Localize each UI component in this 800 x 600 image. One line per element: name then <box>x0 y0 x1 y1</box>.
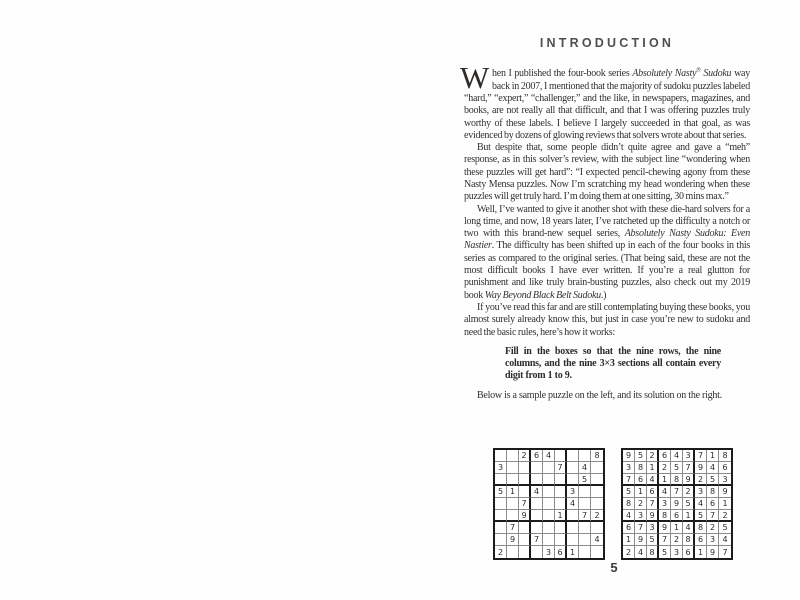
sudoku-cell <box>567 450 579 462</box>
sudoku-cell: 3 <box>543 546 555 558</box>
sudoku-cell: 4 <box>635 546 647 558</box>
sudoku-cell <box>591 522 603 534</box>
sudoku-cell: 1 <box>623 534 635 546</box>
sudoku-cell: 6 <box>647 486 659 498</box>
sudoku-cell: 5 <box>719 522 731 534</box>
sudoku-cell: 6 <box>555 546 567 558</box>
intro-paragraph-2 <box>464 142 750 203</box>
sudoku-cell: 1 <box>707 450 719 462</box>
sudoku-cell: 8 <box>659 510 671 522</box>
sudoku-cell <box>531 522 543 534</box>
sudoku-cell <box>543 510 555 522</box>
sudoku-cell: 4 <box>695 498 707 510</box>
sudoku-cell: 5 <box>495 486 507 498</box>
sudoku-cell <box>579 486 591 498</box>
sudoku-cell: 4 <box>719 534 731 546</box>
sudoku-cell: 4 <box>647 474 659 486</box>
sudoku-cell <box>507 474 519 486</box>
sudoku-cell: 7 <box>635 522 647 534</box>
sudoku-cell <box>507 462 519 474</box>
sudoku-cell <box>519 534 531 546</box>
sudoku-cell: 6 <box>719 462 731 474</box>
sudoku-cell: 7 <box>555 462 567 474</box>
sudoku-cell: 2 <box>719 510 731 522</box>
sudoku-cell <box>591 462 603 474</box>
sudoku-cell <box>507 450 519 462</box>
text-segment: ® <box>696 68 701 74</box>
sudoku-cell: 5 <box>671 462 683 474</box>
sudoku-cell: 7 <box>579 510 591 522</box>
sudoku-cell: 6 <box>623 522 635 534</box>
intro-paragraph-1 <box>460 60 750 142</box>
sudoku-cell: 4 <box>707 462 719 474</box>
sudoku-cell <box>543 474 555 486</box>
sudoku-rules-text: Fill in the boxes so that the nine rows, the nine columns, and the nine 3×3 sections all contain every digit from 1 to 9. <box>505 345 721 382</box>
sudoku-cell: 3 <box>567 486 579 498</box>
text-segment: If you’ve read this far and are still contemplating buying these books, you almost surely already know this, but just in case you’re new to sudoku and need the basic rules, here’s how it works: <box>464 301 750 338</box>
sudoku-cell: 7 <box>683 462 695 474</box>
sudoku-cell <box>531 462 543 474</box>
sudoku-cell <box>567 462 579 474</box>
sudoku-cell <box>519 546 531 558</box>
sudoku-cell: 5 <box>683 498 695 510</box>
sudoku-cell: 8 <box>695 522 707 534</box>
text-segment: But despite that, some people didn’t quite agree and gave a “meh” response, as in this solver’s review, with the subject line “wondering when these puzzles will get hard”: “I expected pencil-chewing agony from these Nasty Mensa puzzles. Now I’m scratching my head wondering when these puzzles will get truly hard. I’m doing them at one sitting, 30 mins max.” <box>464 142 750 203</box>
sudoku-cell <box>555 474 567 486</box>
sudoku-cell <box>507 510 519 522</box>
sudoku-cell <box>495 510 507 522</box>
sudoku-cell: 5 <box>707 474 719 486</box>
sudoku-cell: 2 <box>659 462 671 474</box>
sudoku-cell: 3 <box>707 534 719 546</box>
puzzle-grid <box>493 448 605 560</box>
sudoku-cell: 6 <box>695 534 707 546</box>
sudoku-cell <box>519 522 531 534</box>
page-title: INTRODUCTION <box>539 36 675 50</box>
sudoku-cell: 7 <box>531 534 543 546</box>
sudoku-cell: 1 <box>683 510 695 522</box>
sudoku-cell: 2 <box>623 546 635 558</box>
sudoku-cell: 5 <box>623 486 635 498</box>
sudoku-cell: 3 <box>671 546 683 558</box>
sudoku-cell: 3 <box>659 498 671 510</box>
sudoku-cell: 9 <box>519 510 531 522</box>
sudoku-cell: 9 <box>719 486 731 498</box>
sudoku-cell <box>519 462 531 474</box>
sudoku-cell: 6 <box>531 450 543 462</box>
sudoku-cell: 7 <box>659 534 671 546</box>
sudoku-cell: 4 <box>567 498 579 510</box>
sudoku-cell <box>579 546 591 558</box>
sudoku-cell: 6 <box>659 450 671 462</box>
sudoku-cell: 8 <box>591 450 603 462</box>
sudoku-cell <box>543 462 555 474</box>
sudoku-cell <box>591 498 603 510</box>
sudoku-cell: 1 <box>719 498 731 510</box>
sudoku-cell: 3 <box>719 474 731 486</box>
sudoku-cell: 6 <box>683 546 695 558</box>
sudoku-cell <box>543 522 555 534</box>
sudoku-cell: 7 <box>519 498 531 510</box>
sudoku-cell <box>495 522 507 534</box>
sudoku-cell <box>555 534 567 546</box>
sudoku-cell: 9 <box>707 546 719 558</box>
grids-caption: Below is a sample puzzle on the left, and its solution on the right. <box>477 389 722 401</box>
sudoku-cell <box>555 498 567 510</box>
sudoku-cell <box>555 522 567 534</box>
sudoku-cell: 8 <box>719 450 731 462</box>
sudoku-cell: 3 <box>695 486 707 498</box>
sudoku-cell <box>531 498 543 510</box>
sudoku-cell: 8 <box>683 534 695 546</box>
sudoku-cell: 2 <box>495 546 507 558</box>
sudoku-cell: 4 <box>623 510 635 522</box>
sudoku-cell: 4 <box>683 522 695 534</box>
text-segment: way back in 2007, I mentioned that the majority of sudoku puzzles labeled “hard,” “expert,” “challenger,” and the like, in newspapers, magazines, and books, are not really all that difficult, and that I was offering puzzles truly worthy of these labels. I believe I largely succeeded in that goal, as was evidenced by dozens of glowing reviews that solvers wrote about that series. <box>464 68 750 141</box>
sudoku-cell: 8 <box>623 498 635 510</box>
sudoku-cell: 1 <box>555 510 567 522</box>
sudoku-cell: 9 <box>623 450 635 462</box>
sudoku-cell: 7 <box>623 474 635 486</box>
sudoku-cell: 1 <box>671 522 683 534</box>
sudoku-cell: 2 <box>647 450 659 462</box>
sudoku-cell <box>591 486 603 498</box>
sudoku-cell <box>591 546 603 558</box>
sudoku-cell: 2 <box>683 486 695 498</box>
text-segment: Sudoku <box>700 68 732 80</box>
text-segment: . The difficulty has been shifted up in each of the four books in this series as compared to the original series. (That being said, these are not the most difficult books I have ever written. If you’re a real glutton for punishment and like truly brain-busting puzzles, also check out my 2019 book <box>464 240 750 301</box>
text-segment: Way Beyond Black Belt Sudoku <box>484 289 601 301</box>
sudoku-cell <box>495 474 507 486</box>
text-segment: Well, I’ve wanted to give it another shot with these die-hard solvers for a long time, and now, 18 years later, I’ve ratcheted up the difficulty a notch or two with this brand-new sequel series, <box>464 203 750 240</box>
sudoku-cell: 4 <box>579 462 591 474</box>
sudoku-cell <box>495 534 507 546</box>
sudoku-cell <box>579 522 591 534</box>
sudoku-cell: 1 <box>635 486 647 498</box>
sudoku-cell: 8 <box>635 462 647 474</box>
sudoku-cell <box>543 486 555 498</box>
sudoku-cell <box>555 450 567 462</box>
paragraph-text <box>464 68 750 140</box>
sudoku-cell: 5 <box>635 450 647 462</box>
sudoku-cell: 2 <box>695 474 707 486</box>
sudoku-cell: 9 <box>695 462 707 474</box>
sudoku-cell: 5 <box>579 474 591 486</box>
sudoku-cell <box>567 474 579 486</box>
sudoku-cell: 4 <box>591 534 603 546</box>
sudoku-cell: 5 <box>695 510 707 522</box>
sudoku-cell <box>519 474 531 486</box>
intro-paragraph-4 <box>464 302 750 339</box>
sudoku-cell: 3 <box>623 462 635 474</box>
sudoku-cell: 5 <box>659 546 671 558</box>
text-segment: Absolutely Nasty <box>632 68 697 80</box>
sudoku-cell: 9 <box>647 510 659 522</box>
content-column <box>460 36 750 402</box>
page-number: 5 <box>610 560 618 575</box>
sudoku-cell: 9 <box>683 474 695 486</box>
sudoku-cell <box>495 450 507 462</box>
sudoku-cell: 2 <box>591 510 603 522</box>
sudoku-cell: 5 <box>647 534 659 546</box>
sudoku-cell <box>567 510 579 522</box>
sudoku-cell: 1 <box>659 474 671 486</box>
sudoku-cell <box>579 534 591 546</box>
sudoku-cell: 8 <box>671 474 683 486</box>
sudoku-cell: 8 <box>707 486 719 498</box>
sudoku-cell: 1 <box>647 462 659 474</box>
sudoku-cell: 7 <box>647 498 659 510</box>
sudoku-cell: 6 <box>671 510 683 522</box>
sudoku-cell: 4 <box>543 450 555 462</box>
sudoku-cell: 9 <box>659 522 671 534</box>
sudoku-cell: 4 <box>659 486 671 498</box>
sudoku-cell <box>579 498 591 510</box>
sudoku-cell <box>531 510 543 522</box>
sudoku-cell: 7 <box>707 510 719 522</box>
sudoku-cell: 9 <box>507 534 519 546</box>
sudoku-cell <box>507 498 519 510</box>
sudoku-cell: 3 <box>635 510 647 522</box>
sudoku-cell: 7 <box>671 486 683 498</box>
sudoku-cell: 8 <box>647 546 659 558</box>
sudoku-cell <box>555 486 567 498</box>
sudoku-cell <box>531 474 543 486</box>
sudoku-cell: 7 <box>722 547 728 557</box>
sudoku-cell: 2 <box>707 522 719 534</box>
intro-paragraph-3 <box>464 204 750 302</box>
sudoku-cell <box>531 546 543 558</box>
body-text <box>460 60 750 339</box>
sudoku-cell <box>579 450 591 462</box>
sudoku-cell: 2 <box>635 498 647 510</box>
text-segment: .) <box>600 289 607 301</box>
text-segment: Absolutely Nasty Sudoku: Even Nastier <box>464 228 750 252</box>
sudoku-cell <box>495 498 507 510</box>
sudoku-cell <box>519 486 531 498</box>
sudoku-cell: 2 <box>519 450 531 462</box>
sudoku-cell: 6 <box>707 498 719 510</box>
sudoku-cell: 9 <box>671 498 683 510</box>
sudoku-cell <box>507 546 519 558</box>
sudoku-cell <box>543 498 555 510</box>
sudoku-cell: 1 <box>695 546 707 558</box>
sudoku-cell: 4 <box>531 486 543 498</box>
text-segment: hen I published the four-book series <box>492 68 633 80</box>
sudoku-cell: 4 <box>671 450 683 462</box>
sudoku-cell <box>567 522 579 534</box>
sudoku-cell: 1 <box>567 546 579 558</box>
sudoku-cell <box>543 534 555 546</box>
sudoku-cell: 3 <box>647 522 659 534</box>
sudoku-cell: 7 <box>507 522 519 534</box>
drop-cap: W <box>460 60 490 95</box>
sudoku-cell: 6 <box>635 474 647 486</box>
sudoku-cell: 3 <box>683 450 695 462</box>
sudoku-cell: 9 <box>635 534 647 546</box>
sudoku-cell: 1 <box>507 486 519 498</box>
solution-grid <box>621 448 733 560</box>
sudoku-cell: 2 <box>671 534 683 546</box>
sudoku-cell: 7 <box>695 450 707 462</box>
sudoku-cell <box>567 534 579 546</box>
sudoku-cell: 3 <box>495 462 507 474</box>
sudoku-cell <box>591 474 603 486</box>
